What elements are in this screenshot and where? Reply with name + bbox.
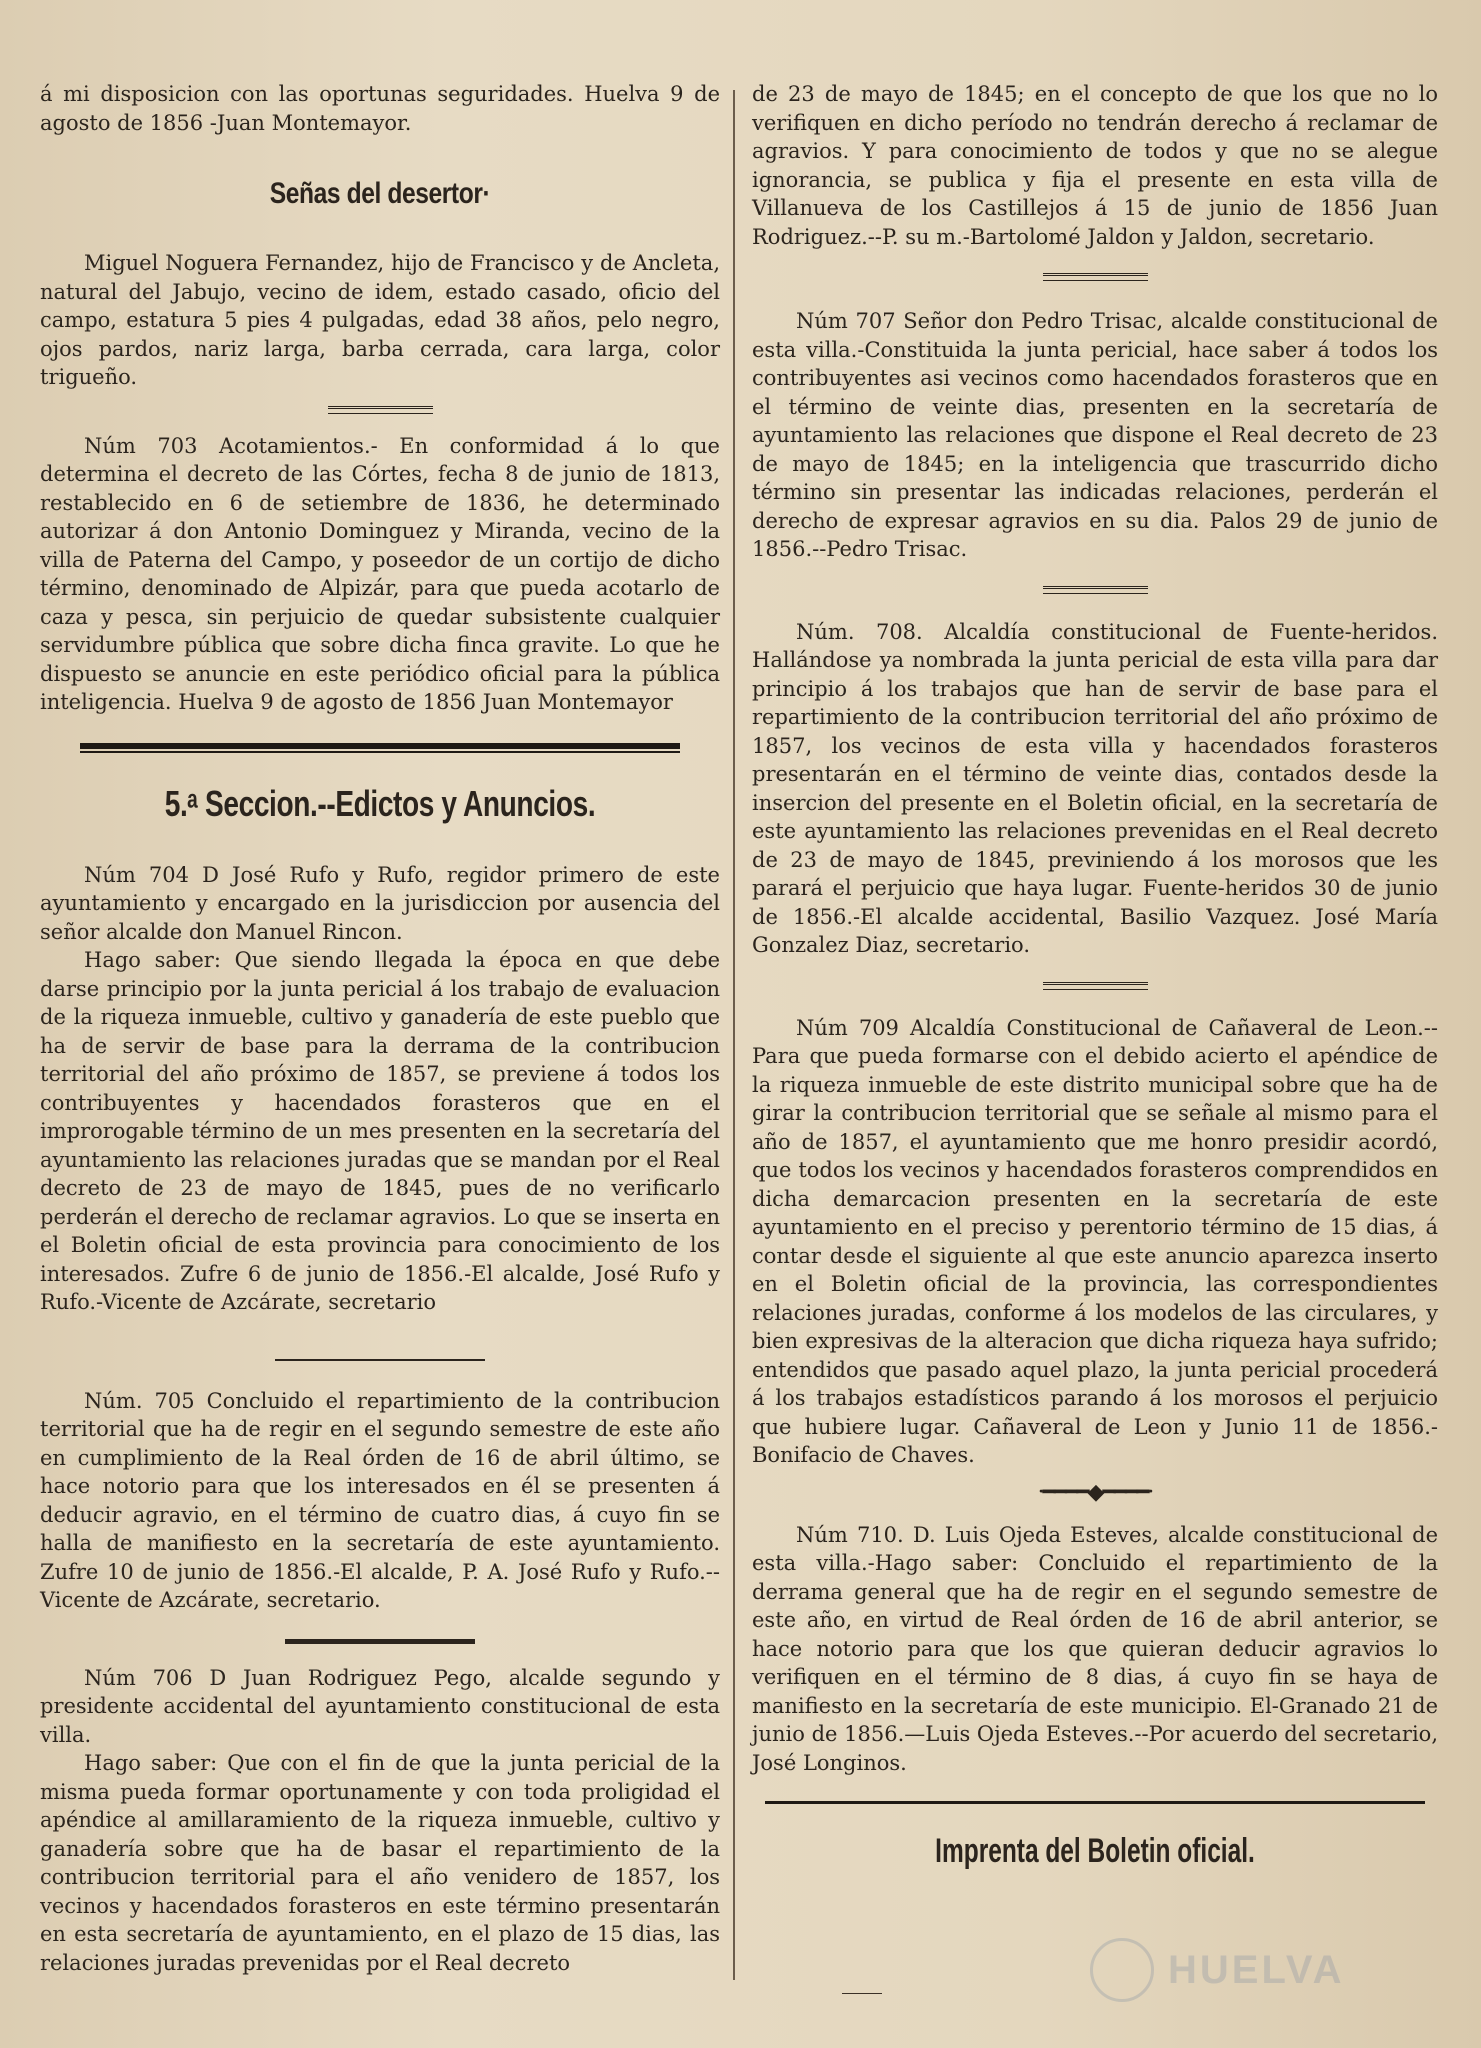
notice-709: Núm 709 Alcaldía Constitucional de Cañaveral de Leon.--Para que pueda formarse con el debido acierto el apéndice de la riqueza inmueble de este distrito municipal sobre que ha de girar la contribucion territorial que se señale al mismo para el año de 1857, el ayuntamiento que me honro presidir acordó, que todos los vecinos y hacendados forasteros comprendidos en dicha demarcacion presenten en la secretaría de este ayuntamiento en el preciso y perentorio término de 15 dias, á contar desde el siguiente al que este anuncio aparezca inserto en el Boletin oficial de la provincia, las correspondientes relaciones juradas, conforme á los modelos de las circulares, y bien expresivas de la alteracion que dicha riqueza haya sufrido; entendidos que pasado aquel plazo, la junta pericial procederá á los trabajos estadísticos parando á los morosos el perjuicio que hubiere lugar. Cañaveral de Leon y Junio 11 de 1856.-Bonifacio de Chaves. <box>752 1015 1438 1467</box>
notice-708: Núm. 708. Alcaldía constitucional de Fuente-heridos. Hallándose ya nombrada la junta pericial de esta villa para dar principio á los trabajos que han de servir de base para el repartimiento de la contribucion territorial del año próximo de 1857, los vecinos de esta villa y hacendados forasteros presentarán en el término de veinte dias, contados desde la insercion del presente en el Boletin oficial, en la secretaría de este ayuntamiento las relaciones prevenidas en el Real decreto de 23 de mayo de 1845, previniendo á los morosos que les parará el perjuicio que haya lugar. Fuente-heridos 30 de junio de 1856.-El alcalde accidental, Basilio Vazquez. José María Gonzalez Diaz, secretario. <box>752 619 1438 957</box>
notice-703: Núm 703 Acotamientos.- En conformidad á lo que determina el decreto de las Córtes, fecha 8 de junio de 1813, restablecido en 6 de setiembre de 1836, he determinado autorizar á don Antonio Dominguez y Miranda, vecino de la villa de Paterna del Campo, y poseedor de un cortijo de dicho término, denominado de Alpizár, para que pueda acotarlo de caza y pesca, sin perjuicio de quedar subsistente cualquier servidumbre pública que sobre dicha finca gravite. Lo que he dispuesto se anuncie en este periódico oficial para la pública inteligencia. Huelva 9 de agosto de 1856 Juan Montemayor <box>40 433 720 714</box>
intro-paragraph: á mi disposicion con las oportunas seguridades. Huelva 9 de agosto de 1856 -Juan Montemayor. <box>40 82 720 135</box>
notice-704-header: Núm 704 D José Rufo y Rufo, regidor primero de este ayuntamiento y encargado en la jurisdiccion por ausencia del señor alcalde don Manuel Rincon. <box>40 862 720 944</box>
notice-705: Núm. 705 Concluido el repartimiento de la contribucion territorial que ha de regir en el segundo semestre de este año en cumplimiento de la Real órden de 16 de abril último, se hace notorio para que los interesados en él se presenten á deducir agravio, en el término de cuatro dias, á cuyo fin se halla de manifiesto en la secretaría de este ayuntamiento. Zufre 10 de junio de 1856.-El alcalde, P. A. José Rufo y Rufo.--Vicente de Azcárate, secretario. <box>40 1388 720 1612</box>
desertor-description: Miguel Noguera Fernandez, hijo de Francisco y de Ancleta, natural del Jabujo, vecino de idem, estado casado, oficio del campo, estatura 5 pies 4 pulgadas, edad 38 años, pelo negro, ojos pardos, nariz larga, barba cerrada, cara larga, color trigueño. <box>40 251 720 389</box>
section-heading: 5.ᵃ Seccion.--Edictos y Anuncios. <box>164 782 596 824</box>
section-divider <box>80 743 680 753</box>
right-column <box>752 80 1438 1871</box>
notice-706-header: Núm 706 D Juan Rodriguez Pego, alcalde segundo y presidente accidental del ayuntamiento constitucional de esta villa. <box>40 1665 720 1747</box>
archive-watermark <box>1090 1935 1410 2005</box>
desertor-heading: Señas del desertor· <box>269 177 491 210</box>
divider <box>765 1801 1425 1804</box>
notice-710: Núm 710. D. Luis Ojeda Esteves, alcalde constitucional de esta villa.-Hago saber: Concluido el repartimiento de la derrama general que ha de regir en el segundo semestre de este año, en virtud de Real órden de 16 de abril anterior, se hace notorio para que los que quieran deducir agravios lo verifiquen en el término de 8 dias, á cuyo fin se haya de manifiesto en la secretaría de este municipio. El-Granado 21 de junio de 1856.—Luis Ojeda Esteves.--Por acuerdo del secretario, José Longinos. <box>752 1522 1438 1775</box>
notice-706-body: Hago saber: Que con el fin de que la junta pericial de la misma pueda formar oportunamente y con toda proligidad el apéndice al amillaramiento de la riqueza inmueble, cultivo y ganadería sobre que ha de basar el repartimiento de la contribucion territorial para el año venidero de 1857, los vecinos y hacendados forasteros en este término presentarán en esta secretaría de ayuntamiento, en el plazo de 15 dias, las relaciones juradas prevenidas por el Real decreto <box>40 1751 720 1975</box>
watermark-text: HUELVA <box>1168 1947 1345 1992</box>
divider <box>1043 586 1148 594</box>
seal-icon <box>1090 1938 1154 2002</box>
notice-704-body: Hago saber: Que siendo llegada la época en que debe darse principio por la junta pericial á los trabajo de evaluacion de la riqueza inmueble, cultivo y ganadería de este pueblo que ha de servir de base para la derrama de la contribucion territorial del año próximo de 1857, se previene á todos los contribuyentes y hacendados forasteros que en el improrogable término de un mes presenten en la secretaría del ayuntamiento las relaciones juradas que se mandan por el Real decreto de 23 de mayo de 1845, pues de no verificarlo perderán el derecho de reclamar agravios. Lo que se inserta en el Boletin oficial de esta provincia para conocimiento de los interesados. Zufre 6 de junio de 1856.-El alcalde, José Rufo y Rufo.-Vicente de Azcárate, secretario <box>40 948 720 1314</box>
left-column <box>40 80 720 1977</box>
divider <box>1043 982 1148 990</box>
imprenta-footer: Imprenta del Boletin oficial. <box>935 1832 1255 1870</box>
divider <box>285 1639 475 1644</box>
divider <box>1043 273 1148 281</box>
ornament-divider: ·━━━━◆━━━━· <box>1037 1479 1153 1505</box>
divider <box>275 1359 485 1361</box>
notice-706-continued: de 23 de mayo de 1845; en el concepto de que los que no lo verifiquen en dicho período no tendrán derecho á reclamar de agravios. Y para conocimiento de todos y que no se alegue ignorancia, se publica y fija el presente en esta villa de Villanueva de los Castillejos á 15 de junio de 1856 Juan Rodriguez.--P. su m.-Bartolomé Jaldon y Jaldon, secretario. <box>752 82 1438 249</box>
divider <box>328 406 433 414</box>
column-divider <box>733 90 735 1980</box>
notice-707: Núm 707 Señor don Pedro Trisac, alcalde constitucional de esta villa.-Constituida la junta pericial, hace saber á todos los contribuyentes asi vecinos como hacendados forasteros que en el término de veinte dias, presenten en la secretaría de ayuntamiento las relaciones que dispone el Real decreto de 23 de mayo de 1845; en la inteligencia que trascurrido dicho término sin presentar las indicadas relaciones, perderán el derecho de expresar agravios en su dia. Palos 29 de junio de 1856.--Pedro Trisac. <box>752 309 1438 561</box>
bottom-mark <box>842 1993 882 1994</box>
